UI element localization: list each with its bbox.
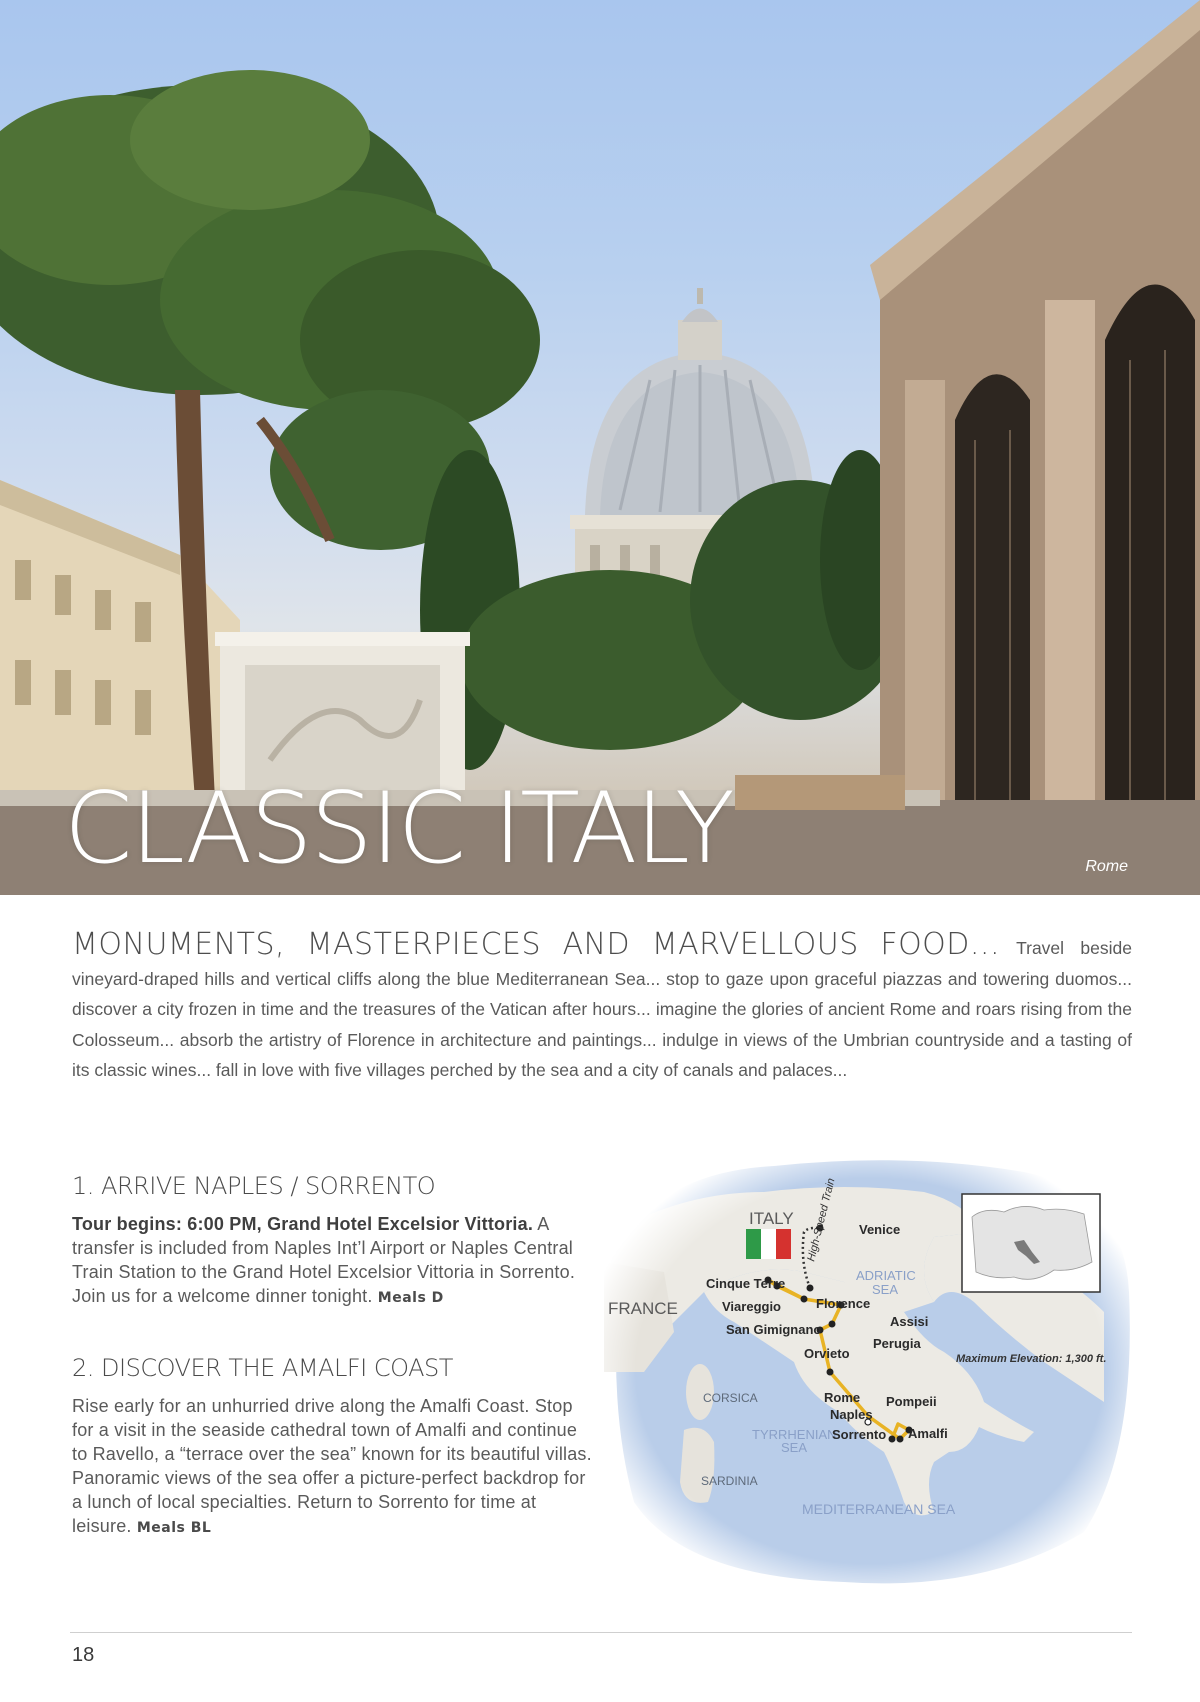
city-label-perugia: Perugia [873,1336,921,1351]
tyrrhenian-label: TYRRHENIAN [752,1427,837,1442]
city-label-rome: Rome [824,1390,861,1405]
city-label-assisi: Assisi [890,1314,929,1329]
tour-route-map [604,1152,1136,1590]
city-label-orvieto: Orvieto [804,1346,850,1361]
adriatic-label: ADRIATIC [856,1268,916,1283]
intro-body: Travel beside vineyard-draped hills and vertical cliffs along the blue Mediterranean Sea... stop to gaze upon graceful piazzas and towering duomos... discover a city frozen in time and the treasures of the Vatican after hours... imagine the glories of ancient Rome and roars rising from the Colosseum... absorb the artistry of Florence in architecture and paintings... indulge in views of the Umbrian countryside and a tasting of its classic wines... fall in love with five villages perched by the sea and a city of canals and palaces... [72,938,1132,1080]
elevation-note: Maximum Elevation: 1,300 ft. [956,1353,1107,1365]
day-title: 2. DISCOVER THE AMALFI COAST [72,1354,453,1382]
intro-lead: MONUMENTS, MASTERPIECES AND MARVELLOUS FOOD... [72,927,1001,962]
day-body: Rise early for an unhurried drive along the Amalfi Coast. Stop for a visit in the seaside cathedral town of Amalfi and continue to Ravello, a “terrace over the sea” known for its beautiful villas. Panoramic views of the sea offer a picture-perfect backdrop for a lunch of local specialties. Return to Sorrento for time at leisure. [72,1396,592,1536]
page-title: CLASSIC ITALY [64,772,733,886]
day-body: A transfer is included from Naples Int’l Airport or Naples Central Train Station to the Grand Hotel Excelsior Vittoria in Sorrento. Join us for a welcome dinner tonight. [72,1214,576,1306]
europe-inset-map [962,1194,1100,1292]
day-description [72,1212,592,1310]
day-title: 1. ARRIVE NAPLES / SORRENTO [72,1172,436,1200]
train-label: High-Speed Train [805,1176,838,1263]
city-label-naples: Naples [830,1407,873,1422]
footer-divider [70,1632,1132,1633]
city-label-viareggio: Viareggio [722,1299,782,1314]
day-lead: Tour begins: 6:00 PM, Grand Hotel Excelsior Vittoria. [72,1214,534,1234]
city-label-san-gimignano: San Gimignano [726,1322,822,1337]
corsica-label: CORSICA [703,1391,758,1405]
meals-label: Meals BL [136,1520,212,1536]
page-number: 18 [72,1644,95,1666]
meals-label: Meals D [377,1290,444,1306]
adriatic-label-2: SEA [872,1282,899,1297]
city-label-cinque-terre: Cinque Terre [706,1276,786,1291]
sardinia-label: SARDINIA [701,1474,758,1488]
italy-map [604,1152,1136,1590]
mediterranean-label: MEDITERRANEAN SEA [802,1501,956,1517]
intro-paragraph [72,927,1132,1086]
italy-flag-icon [746,1229,791,1259]
city-label-pompeii: Pompeii [886,1394,937,1409]
day-description [72,1394,592,1540]
country-label: ITALY [749,1209,794,1228]
city-label-amalfi: Amalfi [908,1426,948,1441]
tyrrhenian-label-2: SEA [781,1440,808,1455]
itinerary-day-2 [72,1354,592,1540]
right-palace-arcade [870,0,1200,895]
city-label-venice: Venice [859,1222,901,1237]
city-label-florence: Florence [816,1296,871,1311]
city-label-sorrento: Sorrento [832,1427,887,1442]
itinerary-day-1 [72,1172,592,1310]
france-label: FRANCE [608,1299,678,1318]
photo-caption: Rome [1085,858,1128,875]
